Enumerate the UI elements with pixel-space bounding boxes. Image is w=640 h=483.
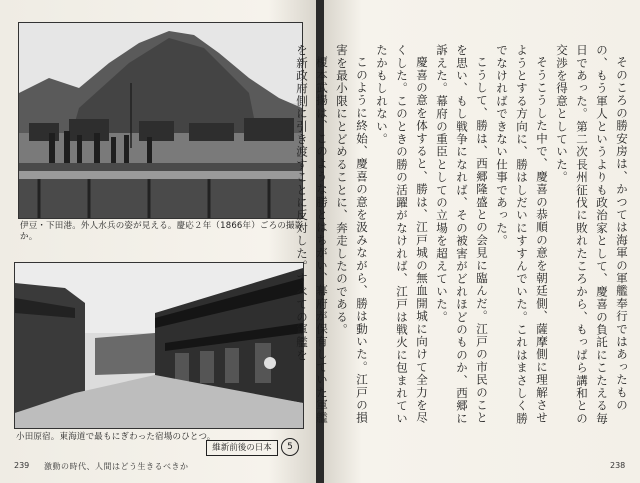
shimoda-harbor-image (19, 23, 302, 218)
left-page-number: 239 (14, 461, 30, 470)
left-page (0, 0, 316, 483)
shimoda-harbor-photo (18, 22, 303, 219)
paragraph: このように終始、慶喜の意を汲みながら、勝は動いた。江戸の損害を最小限にとどめることに、奔走したのである。 (335, 44, 369, 424)
running-title: 激動の時代、人間はどう生きるべきか (44, 462, 189, 471)
series-label: 維新前後の日本 (206, 440, 278, 456)
paragraph: そうこうした中で、慶喜の恭順の意を朝廷側、薩摩側に理解させようとする方向に、勝はしだいにすすんでいた。これはまさしく勝でなければできない仕事であった。 (495, 44, 549, 425)
paragraph: こうして、勝は、西郷隆盛との会見に臨んだ。江戸の市民のことを思い、もし戦争になれば、その被害がどれほどのものか、西郷に訴えた。幕府の重臣としての立場を超えていた。 (435, 44, 489, 425)
paragraph: 慶喜の意を体すると、勝は、江戸城の無血開城に向けて全力を尽くした。このときの勝の活躍がなければ、江戸は戦火に包まれていたかもしれない。 (375, 44, 429, 425)
paragraph: そのころの勝安房は、かつては海軍の軍艦奉行ではあったものの、もう軍人というよりも政治家として、慶喜の負託にこたえる毎日であった。第二次長州征伐に敗れたころから、もっぱら講和との交渉を得意としていた。 (555, 44, 629, 425)
shimoda-photo-caption: 伊豆・下田港。外人水兵の姿が見える。慶応２年（1866年）ごろの撮影か。 (20, 221, 304, 242)
series-number-badge: 5 (281, 438, 299, 456)
right-page-number: 238 (610, 461, 626, 470)
odawara-photo-caption: 小田原宿。東海道で最もにぎわった宿場のひとつ。 (16, 432, 216, 442)
right-page (295, 0, 640, 483)
odawara-post-town-photo (14, 262, 304, 429)
paragraph: 榎本武揚は、このような勝とはちがい、幕府が保有していた軍艦を新政府側に引き渡すことに反対した。すべての軍艦を (295, 44, 329, 424)
odawara-street-image (15, 263, 303, 428)
body-text (295, 44, 632, 436)
